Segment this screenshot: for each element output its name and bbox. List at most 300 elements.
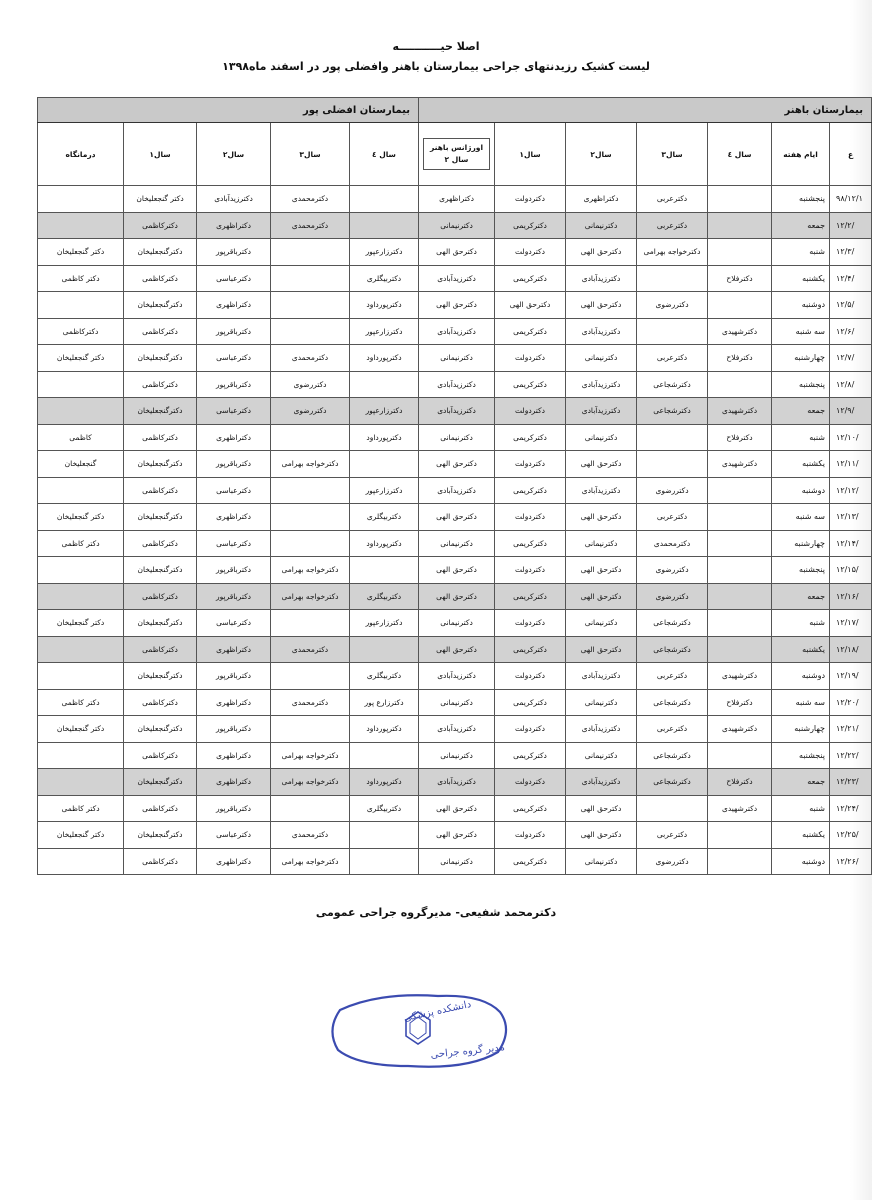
cell-bahonar-year4 xyxy=(708,212,772,239)
cell-afzali-clinic xyxy=(38,742,124,769)
cell-afzali-year2: دکترباقرپور xyxy=(197,795,271,822)
cell-date: ۹۸/۱۲/۱ xyxy=(830,186,872,213)
cell-afzali-clinic: دکتر کاظمی xyxy=(38,265,124,292)
cell-bahonar-year1: دکترکریمی xyxy=(495,318,566,345)
cell-afzali-year1: دکترکاظمی xyxy=(124,689,197,716)
cell-date: /۱۲/۲۲ xyxy=(830,742,872,769)
cell-bahonar-year1: دکترکریمی xyxy=(495,424,566,451)
cell-afzali-year2: دکترباقرپور xyxy=(197,716,271,743)
cell-afzali-year2: دکتراظهری xyxy=(197,212,271,239)
cell-afzali-year4 xyxy=(350,371,419,398)
cell-bahonar-year1: دکترحق الهی xyxy=(495,292,566,319)
cell-afzali-year1: دکترکاظمی xyxy=(124,212,197,239)
cell-weekday: شنبه xyxy=(772,239,830,266)
cell-date: /۱۲/۲۰ xyxy=(830,689,872,716)
cell-afzali-year1: دکترگنجعلیخان xyxy=(124,292,197,319)
cell-bahonar-year1: دکترکریمی xyxy=(495,530,566,557)
cell-bahonar-emergency: دکترحق الهی xyxy=(419,583,495,610)
cell-bahonar-year1: دکترکریمی xyxy=(495,477,566,504)
cell-bahonar-year3: دکتررضوی xyxy=(637,848,708,875)
cell-afzali-year3 xyxy=(271,663,350,690)
cell-bahonar-year2: دکترزیدآبادی xyxy=(566,318,637,345)
cell-weekday: پنجشنبه xyxy=(772,742,830,769)
col-bahonar-emergency xyxy=(419,123,495,186)
signature-line: دکترمحمد شفیعی- مدیرگروه جراحی عمومی xyxy=(315,906,557,919)
cell-bahonar-year4 xyxy=(708,610,772,637)
cell-afzali-clinic: دکتر گنجعلیخان xyxy=(38,504,124,531)
cell-afzali-year1: دکترگنجعلیخان xyxy=(124,610,197,637)
cell-bahonar-year3: دکترعربی xyxy=(637,504,708,531)
hospital-header-row xyxy=(38,98,872,123)
table-row xyxy=(38,371,872,398)
cell-bahonar-emergency: دکترحق الهی xyxy=(419,239,495,266)
cell-date: /۱۲/۱۰ xyxy=(830,424,872,451)
document-title: لیست کشیک رزیدنتهای جراحی بیمارستان باهنر وافضلی پور در اسفند ماه۱۳۹۸ xyxy=(222,60,650,73)
cell-bahonar-year3 xyxy=(637,451,708,478)
cell-afzali-clinic xyxy=(38,292,124,319)
cell-bahonar-emergency: دکترزیدآبادی xyxy=(419,716,495,743)
cell-bahonar-year4 xyxy=(708,557,772,584)
cell-afzali-year3 xyxy=(271,292,350,319)
cell-bahonar-year3: دکترشجاعی xyxy=(637,636,708,663)
cell-bahonar-year3 xyxy=(637,795,708,822)
cell-afzali-year4 xyxy=(350,742,419,769)
cell-bahonar-year3: دکتررضوی xyxy=(637,292,708,319)
cell-afzali-year3 xyxy=(271,716,350,743)
table-row xyxy=(38,530,872,557)
cell-bahonar-emergency: دکترنیمانی xyxy=(419,345,495,372)
cell-bahonar-year3: دکترشجاعی xyxy=(637,371,708,398)
cell-bahonar-emergency: دکترنیمانی xyxy=(419,689,495,716)
cell-bahonar-year1: دکتردولت xyxy=(495,822,566,849)
cell-bahonar-year2: دکترزیدآبادی xyxy=(566,663,637,690)
cell-bahonar-year4 xyxy=(708,822,772,849)
cell-afzali-year4: دکترزارعپور xyxy=(350,398,419,425)
cell-bahonar-year2: دکترحق الهی xyxy=(566,822,637,849)
cell-bahonar-year3: دکترعربی xyxy=(637,716,708,743)
cell-afzali-year1: دکترکاظمی xyxy=(124,583,197,610)
cell-bahonar-emergency: دکترزیدآبادی xyxy=(419,398,495,425)
cell-weekday: پنجشنبه xyxy=(772,186,830,213)
cell-date: /۱۲/۱۶ xyxy=(830,583,872,610)
cell-afzali-year3: دکترخواجه بهرامی xyxy=(271,557,350,584)
cell-bahonar-year2: دکترنیمانی xyxy=(566,530,637,557)
cell-bahonar-emergency: دکترنیمانی xyxy=(419,424,495,451)
cell-bahonar-year4 xyxy=(708,848,772,875)
cell-afzali-clinic: دکتر گنجعلیخان xyxy=(38,345,124,372)
cell-afzali-year2: دکترعباسی xyxy=(197,477,271,504)
cell-date: /۱۲/۳ xyxy=(830,239,872,266)
cell-weekday: جمعه xyxy=(772,583,830,610)
cell-bahonar-emergency: دکترنیمانی xyxy=(419,848,495,875)
cell-bahonar-emergency: دکترحق الهی xyxy=(419,636,495,663)
cell-afzali-year2: دکترباقرپور xyxy=(197,583,271,610)
cell-date: /۱۲/۱۹ xyxy=(830,663,872,690)
cell-bahonar-year2: دکترحق الهی xyxy=(566,583,637,610)
correction-heading: اصلا حیـــــــــــه xyxy=(392,40,480,53)
cell-afzali-year3 xyxy=(271,504,350,531)
cell-afzali-clinic: دکتر گنجعلیخان xyxy=(38,822,124,849)
table-row xyxy=(38,848,872,875)
cell-afzali-year1: دکترکاظمی xyxy=(124,530,197,557)
cell-afzali-year4 xyxy=(350,822,419,849)
cell-afzali-year2: دکترباقرپور xyxy=(197,371,271,398)
cell-bahonar-year2: دکترنیمانی xyxy=(566,610,637,637)
table-row xyxy=(38,610,872,637)
cell-bahonar-year4: دکترفلاح xyxy=(708,689,772,716)
cell-date: /۱۲/۱۳ xyxy=(830,504,872,531)
cell-bahonar-year1: دکترکریمی xyxy=(495,795,566,822)
column-header-row xyxy=(38,123,872,186)
cell-bahonar-year4: دکترشهیدی xyxy=(708,795,772,822)
cell-bahonar-emergency: دکترحق الهی xyxy=(419,822,495,849)
cell-afzali-year1: دکترگنجعلیخان xyxy=(124,557,197,584)
cell-bahonar-year3: دکترشجاعی xyxy=(637,398,708,425)
cell-weekday: یکشنبه xyxy=(772,636,830,663)
cell-weekday: جمعه xyxy=(772,398,830,425)
cell-bahonar-year4 xyxy=(708,742,772,769)
cell-bahonar-year1: دکترکریمی xyxy=(495,371,566,398)
cell-bahonar-year4 xyxy=(708,530,772,557)
cell-bahonar-year1: دکترکریمی xyxy=(495,742,566,769)
cell-bahonar-year4 xyxy=(708,583,772,610)
cell-bahonar-emergency: دکترنیمانی xyxy=(419,212,495,239)
cell-afzali-clinic: کاظمی xyxy=(38,424,124,451)
cell-date: /۱۲/۸ xyxy=(830,371,872,398)
cell-afzali-year1: دکترکاظمی xyxy=(124,742,197,769)
table-row xyxy=(38,822,872,849)
cell-bahonar-year1: دکتردولت xyxy=(495,345,566,372)
col-afzali-year2: سال۲ xyxy=(197,123,271,186)
cell-afzali-clinic: دکتر گنجعلیخان xyxy=(38,610,124,637)
table-row xyxy=(38,742,872,769)
table-row xyxy=(38,769,872,796)
cell-bahonar-year4: دکترفلاح xyxy=(708,424,772,451)
cell-bahonar-year3: دکترشجاعی xyxy=(637,610,708,637)
table-row xyxy=(38,636,872,663)
cell-bahonar-year4: دکترشهیدی xyxy=(708,663,772,690)
cell-afzali-year4 xyxy=(350,848,419,875)
cell-bahonar-year3: دکترخواجه بهرامی xyxy=(637,239,708,266)
cell-bahonar-year2: دکترزیدآبادی xyxy=(566,716,637,743)
cell-afzali-year4: دکترپورداود xyxy=(350,292,419,319)
cell-bahonar-year3: دکترعربی xyxy=(637,345,708,372)
table-row xyxy=(38,477,872,504)
stamp-line-1: دانشکده پزشکی xyxy=(402,999,473,1025)
emergency-year-label: سال ۲ xyxy=(444,155,469,164)
cell-weekday: یکشنبه xyxy=(772,822,830,849)
cell-bahonar-year2: دکترزیدآبادی xyxy=(566,265,637,292)
cell-bahonar-year4 xyxy=(708,239,772,266)
roster-sheet xyxy=(37,97,864,902)
cell-afzali-year4: دکتربیگلری xyxy=(350,663,419,690)
cell-date: /۱۲/۲۱ xyxy=(830,716,872,743)
table-row xyxy=(38,265,872,292)
cell-bahonar-year3: دکترمحمدی xyxy=(637,530,708,557)
cell-bahonar-emergency: دکتراظهری xyxy=(419,186,495,213)
cell-bahonar-emergency: دکترنیمانی xyxy=(419,742,495,769)
cell-bahonar-year4 xyxy=(708,636,772,663)
cell-afzali-year3: دکترخواجه بهرامی xyxy=(271,848,350,875)
cell-afzali-year2: دکتراظهری xyxy=(197,424,271,451)
table-row xyxy=(38,292,872,319)
cell-bahonar-year3: دکترشجاعی xyxy=(637,689,708,716)
cell-bahonar-year1: دکترکریمی xyxy=(495,265,566,292)
cell-afzali-year1: دکترگنجعلیخان xyxy=(124,239,197,266)
cell-bahonar-emergency: دکترحق الهی xyxy=(419,504,495,531)
cell-afzali-year4: دکتربیگلری xyxy=(350,583,419,610)
cell-bahonar-year2: دکترنیمانی xyxy=(566,212,637,239)
cell-bahonar-year4: دکترشهیدی xyxy=(708,398,772,425)
cell-afzali-year4: دکتربیگلری xyxy=(350,795,419,822)
cell-weekday: سه شنبه xyxy=(772,689,830,716)
cell-afzali-year4: دکترزارعپور xyxy=(350,239,419,266)
table-row xyxy=(38,504,872,531)
cell-date: /۱۲/۱۱ xyxy=(830,451,872,478)
cell-date: /۱۲/۵ xyxy=(830,292,872,319)
cell-afzali-year1: دکترکاظمی xyxy=(124,318,197,345)
table-row xyxy=(38,795,872,822)
cell-bahonar-year1: دکتردولت xyxy=(495,504,566,531)
cell-date: /۱۲/۲۶ xyxy=(830,848,872,875)
cell-bahonar-year3: دکترعربی xyxy=(637,186,708,213)
col-date: ع xyxy=(830,123,872,186)
cell-bahonar-year1: دکتردولت xyxy=(495,186,566,213)
cell-bahonar-emergency: دکترزیدآبادی xyxy=(419,477,495,504)
cell-bahonar-emergency: دکترزیدآبادی xyxy=(419,265,495,292)
cell-bahonar-year2: دکتراظهری xyxy=(566,186,637,213)
table-row xyxy=(38,451,872,478)
cell-afzali-year4: دکترزارع پور xyxy=(350,689,419,716)
roster-body xyxy=(38,186,872,875)
cell-afzali-year3 xyxy=(271,530,350,557)
cell-afzali-year4: دکترپورداود xyxy=(350,345,419,372)
cell-date: /۱۲/۲۳ xyxy=(830,769,872,796)
cell-afzali-year1: دکترگنجعلیخان xyxy=(124,822,197,849)
cell-afzali-year4: دکترزارعپور xyxy=(350,477,419,504)
cell-afzali-year2: دکتراظهری xyxy=(197,504,271,531)
cell-afzali-clinic: دکترکاظمی xyxy=(38,318,124,345)
cell-afzali-clinic xyxy=(38,371,124,398)
cell-bahonar-year4: دکترشهیدی xyxy=(708,716,772,743)
cell-afzali-year2: دکتراظهری xyxy=(197,636,271,663)
cell-bahonar-year4 xyxy=(708,504,772,531)
department-stamp xyxy=(318,990,518,1070)
cell-bahonar-year1: دکتردولت xyxy=(495,610,566,637)
cell-afzali-year2: دکتراظهری xyxy=(197,769,271,796)
cell-date: /۱۲/۲۵ xyxy=(830,822,872,849)
stamp-line-2: مدیر گروه جراحی xyxy=(430,1042,506,1061)
cell-afzali-year2: دکترعباسی xyxy=(197,610,271,637)
cell-afzali-year4: دکترپورداود xyxy=(350,769,419,796)
cell-afzali-year1: دکترگنجعلیخان xyxy=(124,769,197,796)
cell-bahonar-year4: دکترفلاح xyxy=(708,345,772,372)
cell-bahonar-year3: دکترعربی xyxy=(637,212,708,239)
hospital-bahonar-header: بیمارستان باهنر xyxy=(419,98,872,123)
cell-afzali-year4: دکترپورداود xyxy=(350,424,419,451)
cell-afzali-year3 xyxy=(271,610,350,637)
cell-bahonar-year4: دکترشهیدی xyxy=(708,451,772,478)
col-weekday: ایام هفته xyxy=(772,123,830,186)
cell-afzali-year2: دکترباقرپور xyxy=(197,451,271,478)
cell-afzali-year2: دکترباقرپور xyxy=(197,239,271,266)
cell-weekday: چهارشنبه xyxy=(772,716,830,743)
cell-bahonar-year3: دکترشجاعی xyxy=(637,769,708,796)
cell-afzali-year1: دکترکاظمی xyxy=(124,371,197,398)
cell-bahonar-year2: دکترزیدآبادی xyxy=(566,398,637,425)
cell-afzali-year4 xyxy=(350,212,419,239)
cell-afzali-year1: دکترکاظمی xyxy=(124,265,197,292)
table-row xyxy=(38,689,872,716)
cell-afzali-year3: دکترخواجه بهرامی xyxy=(271,583,350,610)
cell-weekday: یکشنبه xyxy=(772,265,830,292)
cell-afzali-clinic xyxy=(38,398,124,425)
cell-afzali-year1: دکترگنجعلیخان xyxy=(124,663,197,690)
cell-bahonar-year1: دکتردولت xyxy=(495,716,566,743)
cell-bahonar-year4: دکترفلاح xyxy=(708,769,772,796)
cell-afzali-year3: دکتررضوی xyxy=(271,398,350,425)
cell-bahonar-year1: دکتردولت xyxy=(495,451,566,478)
col-bahonar-year2: سال۲ xyxy=(566,123,637,186)
cell-weekday: جمعه xyxy=(772,212,830,239)
cell-weekday: چهارشنبه xyxy=(772,530,830,557)
cell-bahonar-emergency: دکترزیدآبادی xyxy=(419,318,495,345)
cell-bahonar-year3 xyxy=(637,424,708,451)
cell-afzali-year2: دکتراظهری xyxy=(197,689,271,716)
cell-date: /۱۲/۲ xyxy=(830,212,872,239)
cell-afzali-year4: دکترپورداود xyxy=(350,716,419,743)
cell-afzali-year2: دکترعباسی xyxy=(197,530,271,557)
cell-bahonar-emergency: دکترزیدآبادی xyxy=(419,769,495,796)
cell-date: /۱۲/۱۴ xyxy=(830,530,872,557)
cell-weekday: شنبه xyxy=(772,795,830,822)
cell-afzali-year2: دکتراظهری xyxy=(197,292,271,319)
cell-afzali-year1: دکترکاظمی xyxy=(124,848,197,875)
cell-bahonar-year3: دکترشجاعی xyxy=(637,742,708,769)
cell-afzali-year3: دکترمحمدی xyxy=(271,636,350,663)
cell-afzali-year1: دکترکاظمی xyxy=(124,477,197,504)
cell-afzali-year2: دکتراظهری xyxy=(197,848,271,875)
cell-bahonar-year3: دکتررضوی xyxy=(637,583,708,610)
cell-bahonar-year4 xyxy=(708,477,772,504)
cell-afzali-year3: دکترخواجه بهرامی xyxy=(271,769,350,796)
cell-weekday: یکشنبه xyxy=(772,451,830,478)
cell-afzali-year1: دکترکاظمی xyxy=(124,424,197,451)
cell-afzali-year4 xyxy=(350,451,419,478)
cell-afzali-clinic xyxy=(38,557,124,584)
cell-bahonar-year3: دکتررضوی xyxy=(637,557,708,584)
cell-bahonar-year3: دکترعربی xyxy=(637,663,708,690)
cell-afzali-year3 xyxy=(271,424,350,451)
cell-bahonar-year1: دکترکریمی xyxy=(495,583,566,610)
cell-afzali-year3: دکترمحمدی xyxy=(271,212,350,239)
cell-weekday: شنبه xyxy=(772,424,830,451)
cell-bahonar-emergency: دکترزیدآبادی xyxy=(419,663,495,690)
cell-bahonar-year4: دکترشهیدی xyxy=(708,318,772,345)
cell-afzali-year3 xyxy=(271,239,350,266)
table-row xyxy=(38,424,872,451)
cell-afzali-year2: دکترزیدآبادی xyxy=(197,186,271,213)
cell-bahonar-year1: دکترکریمی xyxy=(495,848,566,875)
cell-afzali-year4: دکترزارعپور xyxy=(350,610,419,637)
cell-bahonar-year3: دکترعربی xyxy=(637,822,708,849)
cell-afzali-year4 xyxy=(350,557,419,584)
table-row xyxy=(38,318,872,345)
cell-afzali-year3 xyxy=(271,318,350,345)
cell-bahonar-year1: دکترکریمی xyxy=(495,689,566,716)
cell-bahonar-emergency: دکترحق الهی xyxy=(419,451,495,478)
cell-afzali-clinic: دکتر گنجعلیخان xyxy=(38,239,124,266)
cell-date: /۱۲/۶ xyxy=(830,318,872,345)
cell-bahonar-year3: دکتررضوی xyxy=(637,477,708,504)
cell-bahonar-year4: دکترفلاح xyxy=(708,265,772,292)
table-row xyxy=(38,663,872,690)
cell-afzali-year4: دکترپورداود xyxy=(350,530,419,557)
cell-afzali-year2: دکترباقرپور xyxy=(197,663,271,690)
cell-afzali-clinic xyxy=(38,636,124,663)
cell-afzali-year2: دکترباقرپور xyxy=(197,557,271,584)
cell-date: /۱۲/۱۵ xyxy=(830,557,872,584)
emergency-box xyxy=(423,138,490,170)
cell-bahonar-year2: دکترنیمانی xyxy=(566,424,637,451)
cell-afzali-year3: دکترمحمدی xyxy=(271,822,350,849)
cell-weekday: شنبه xyxy=(772,610,830,637)
table-row xyxy=(38,345,872,372)
col-afzali-year4: سال ٤ xyxy=(350,123,419,186)
cell-afzali-year1: دکترگنجعلیخان xyxy=(124,716,197,743)
col-afzali-year1: سال۱ xyxy=(124,123,197,186)
cell-bahonar-year1: دکتردولت xyxy=(495,239,566,266)
cell-bahonar-year2: دکترنیمانی xyxy=(566,742,637,769)
cell-afzali-year4 xyxy=(350,186,419,213)
cell-afzali-year3: دکترمحمدی xyxy=(271,689,350,716)
cell-weekday: دوشنبه xyxy=(772,477,830,504)
cell-afzali-clinic: دکتر کاظمی xyxy=(38,530,124,557)
cell-afzali-clinic xyxy=(38,663,124,690)
cell-bahonar-year2: دکترحق الهی xyxy=(566,504,637,531)
roster-table xyxy=(37,97,872,875)
cell-date: /۱۲/۱۷ xyxy=(830,610,872,637)
table-row xyxy=(38,583,872,610)
cell-afzali-year3: دکترمحمدی xyxy=(271,345,350,372)
cell-afzali-clinic: گنجعلیخان xyxy=(38,451,124,478)
cell-afzali-year1: دکترگنجعلیخان xyxy=(124,504,197,531)
cell-afzali-clinic: دکتر کاظمی xyxy=(38,795,124,822)
cell-date: /۱۲/۲۴ xyxy=(830,795,872,822)
cell-bahonar-emergency: دکترنیمانی xyxy=(419,610,495,637)
cell-bahonar-year1: دکتردولت xyxy=(495,663,566,690)
cell-date: /۱۲/۴ xyxy=(830,265,872,292)
cell-bahonar-year2: دکترحق الهی xyxy=(566,239,637,266)
cell-afzali-year4 xyxy=(350,636,419,663)
cell-afzali-year3 xyxy=(271,265,350,292)
cell-weekday: پنجشنبه xyxy=(772,557,830,584)
cell-afzali-year2: دکترعباسی xyxy=(197,398,271,425)
cell-weekday: دوشنبه xyxy=(772,663,830,690)
cell-afzali-clinic xyxy=(38,477,124,504)
cell-weekday: سه شنبه xyxy=(772,504,830,531)
cell-bahonar-year1: دکتردولت xyxy=(495,398,566,425)
cell-afzali-year1: دکترگنجعلیخان xyxy=(124,345,197,372)
cell-afzali-year2: دکترعباسی xyxy=(197,822,271,849)
cell-afzali-clinic: دکتر گنجعلیخان xyxy=(38,716,124,743)
cell-bahonar-year3 xyxy=(637,318,708,345)
cell-bahonar-emergency: دکترنیمانی xyxy=(419,530,495,557)
cell-bahonar-year2: دکترحق الهی xyxy=(566,636,637,663)
cell-weekday: چهارشنبه xyxy=(772,345,830,372)
cell-date: /۱۲/۱۲ xyxy=(830,477,872,504)
cell-bahonar-year4 xyxy=(708,292,772,319)
